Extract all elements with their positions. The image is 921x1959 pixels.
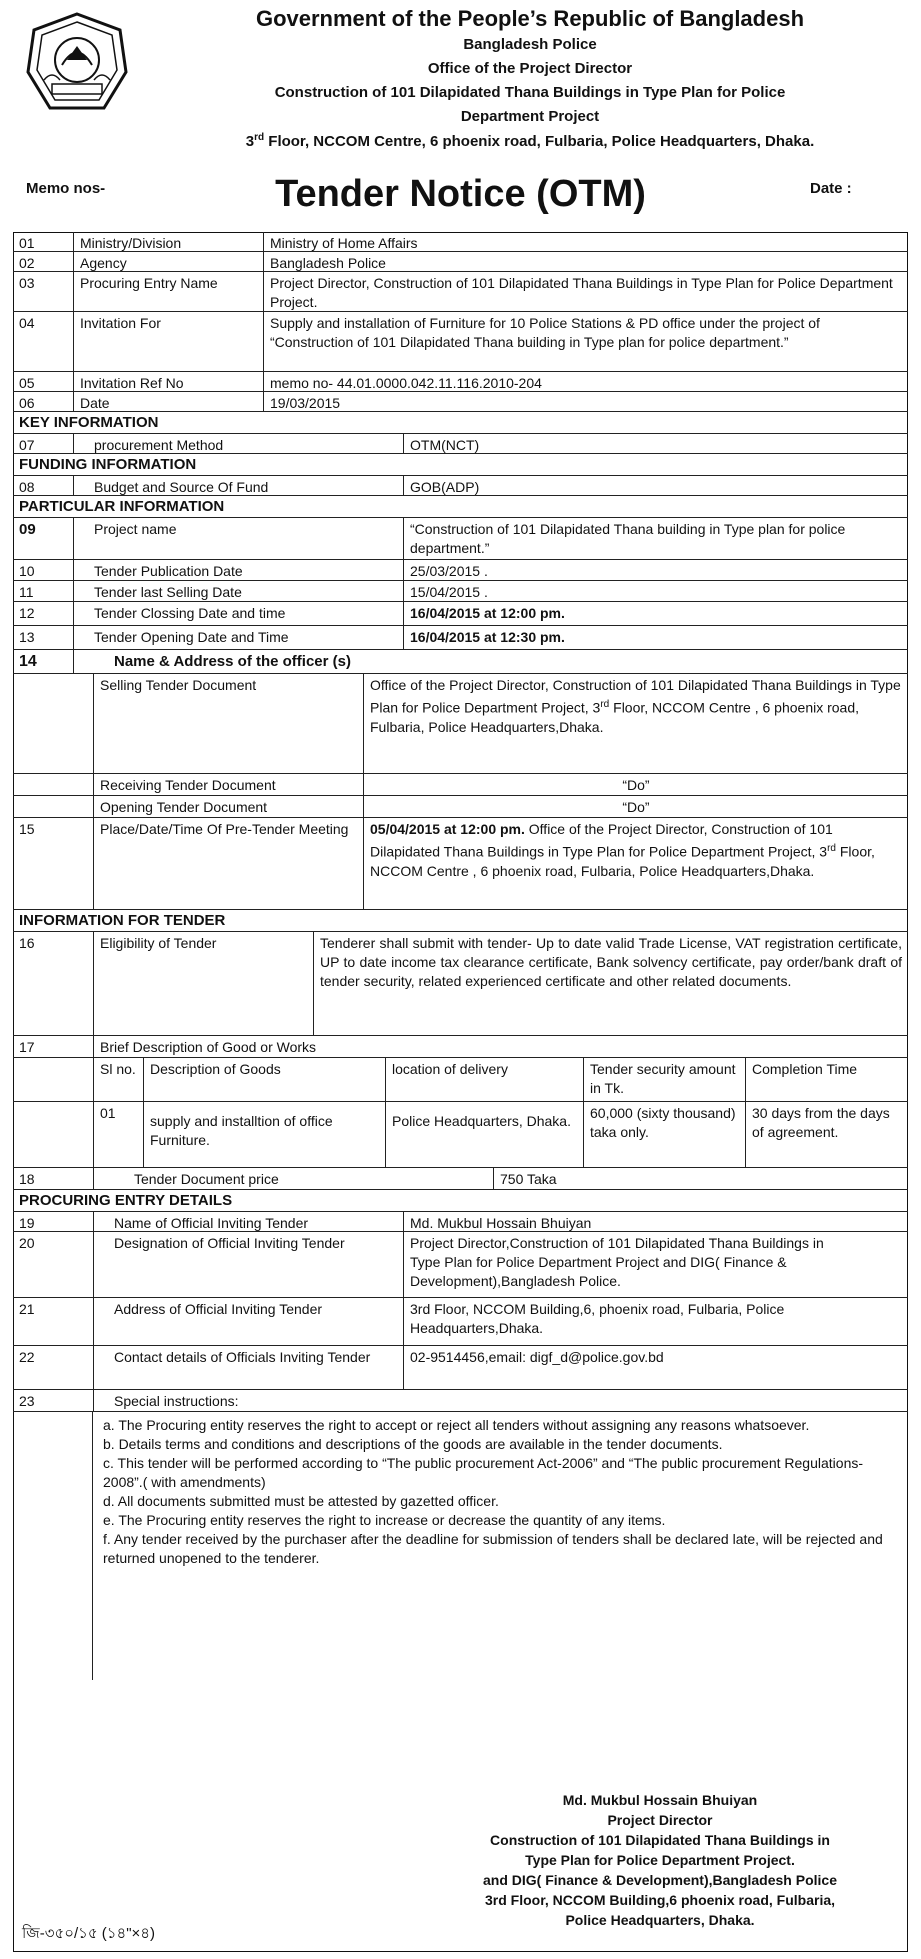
goods-spacer [13, 1102, 93, 1167]
row-value: Project Director, Construction of 101 Dilapidated Thana Buildings in Type Plan for Police Department Project. [263, 272, 908, 311]
signature-line: Type Plan for Police Department Project. [525, 1852, 795, 1868]
row-number: 15 [19, 821, 35, 837]
goods-header-location: location of delivery [385, 1058, 583, 1101]
row-heading: Name & Address of the officer (s) [73, 650, 908, 673]
header-project: Construction of 101 Dilapidated Thana Buildings in Type Plan for Police [274, 84, 786, 101]
table-row [13, 626, 908, 650]
table-row [13, 252, 908, 272]
row-number: 04 [19, 315, 35, 331]
page-title: Tender Notice (OTM) [275, 173, 646, 215]
row-value: 05/04/2015 at 12:00 pm. Office of the Project Director, Construction of 101 Dilapidated Thana Buildings in Type Plan for Police Department Project, 3rd Floor, NCCOM Centre , 6 phoenix road, Fulbaria, Police Headquarters,Dhaka. [363, 818, 908, 909]
header-address: 3rd Floor, NCCOM Centre, 6 phoenix road, Fulbaria, Police Headquarters, Dhaka. [245, 132, 815, 150]
instruction-d: d. All documents submitted must be attested by gazetted officer. [103, 1493, 499, 1509]
special-instruction-items [103, 1416, 893, 1568]
row-label: Tender last Selling Date [73, 581, 403, 601]
row-value: “Do” [363, 796, 908, 817]
row-label: Invitation For [73, 312, 263, 371]
header-project-2: Department Project [460, 108, 600, 125]
table-row [13, 1298, 908, 1346]
table-row [13, 560, 908, 581]
table-row [13, 818, 908, 910]
row-value: 25/03/2015 . [403, 560, 908, 580]
signature-line: 3rd Floor, NCCOM Building,6 phoenix road, Fulbaria, [484, 1892, 836, 1908]
table-row [13, 932, 908, 1036]
row-value: memo no- 44.01.0000.042.11.116.2010-204 [263, 372, 908, 391]
row-value: 16/04/2015 at 12:30 pm. [403, 626, 908, 649]
row-value: Office of the Project Director, Construction of 101 Dilapidated Thana Buildings in Type Plan for Police Department Project, 3rd Floor, NCCOM Centre , 6 phoenix road, Fulbaria, Police Headquarters,Dhaka. [363, 674, 908, 773]
row-value: “Construction of 101 Dilapidated Thana building in Type plan for police department.” [403, 518, 908, 559]
row-number-empty [13, 674, 93, 773]
table-row [13, 774, 908, 796]
table-row [13, 1212, 908, 1232]
signature-line: Construction of 101 Dilapidated Thana Buildings in [490, 1832, 830, 1848]
row-number: 08 [19, 479, 35, 495]
row-value: 750 Taka [493, 1168, 908, 1189]
table-row [13, 581, 908, 602]
row-value: 19/03/2015 [263, 392, 363, 411]
signature-name: Md. Mukbul Hossain Bhuiyan [562, 1792, 758, 1808]
table-row [13, 1390, 908, 1412]
row-heading: Brief Description of Good or Works [93, 1036, 908, 1057]
row-label: Receiving Tender Document [93, 774, 363, 795]
row-label: Special instructions: [93, 1390, 908, 1411]
row-value: Bangladesh Police [263, 252, 908, 271]
footer-code: জি-৩৫০/১৫ (১৪"×৪) [22, 1925, 156, 1942]
instruction-e: e. The Procuring entity reserves the right to increase or decrease the quantity of any items. [103, 1512, 666, 1528]
row-label: Name of Official Inviting Tender [93, 1212, 403, 1231]
table-row [13, 650, 908, 674]
row-label: Tender Opening Date and Time [73, 626, 403, 649]
special-spacer [13, 1412, 93, 1680]
row-label: Budget and Source Of Fund [73, 476, 403, 495]
row-label: Procuring Entry Name [73, 272, 263, 311]
row-number: 07 [19, 437, 35, 453]
table-row [13, 476, 908, 496]
table-row [13, 796, 908, 818]
instruction-c: c. This tender will be performed according to “The public procurement Act-2006” and “The public procurement Regulations-2008”.( with amendments) [103, 1455, 864, 1490]
section-procuring-entry-details: PROCURING ENTRY DETAILS [13, 1190, 908, 1212]
table-row [13, 674, 908, 774]
header [0, 0, 921, 180]
row-value: GOB(ADP) [403, 476, 908, 495]
row-label: Eligibility of Tender [93, 932, 313, 1035]
row-number: 02 [19, 255, 35, 271]
goods-header-security: Tender security amount in Tk. [583, 1058, 745, 1101]
instruction-b: b. Details terms and conditions and descriptions of the goods are available in the tender documents. [103, 1436, 723, 1452]
goods-cell-sl: 01 [93, 1102, 143, 1167]
instruction-a: a. The Procuring entity reserves the right to accept or reject all tenders without assigning any reasons whatsoever. [103, 1417, 810, 1433]
section-information-for-tender: INFORMATION FOR TENDER [13, 910, 908, 932]
header-agency: Bangladesh Police [463, 36, 597, 53]
signature-block [420, 1790, 900, 1930]
row-label: Project name [73, 518, 403, 559]
memo-label: Memo nos- [26, 180, 106, 197]
row-number: 23 [19, 1393, 35, 1409]
row-number: 16 [19, 935, 35, 951]
row-label: procurement Method [73, 434, 403, 453]
row-number: 14 [19, 653, 37, 670]
row-number: 19 [19, 1215, 35, 1231]
row-number-empty [13, 796, 93, 817]
row-label: Invitation Ref No [73, 372, 263, 391]
row-label: Selling Tender Document [93, 674, 363, 773]
row-number: 10 [19, 563, 35, 579]
row-number: 11 [19, 584, 34, 600]
row-label: Designation of Official Inviting Tender [93, 1232, 403, 1297]
goods-cell-description: supply and installtion of office Furniture. [143, 1102, 385, 1167]
goods-header-sl: Sl no. [93, 1058, 143, 1101]
row-number: 22 [19, 1349, 35, 1365]
goods-spacer [13, 1058, 93, 1101]
row-number: 21 [19, 1301, 35, 1317]
row-value: 02-9514456,email: digf_d@police.gov.bd [403, 1346, 908, 1389]
signature-line: and DIG( Finance & Development),Bangladesh Police [483, 1872, 837, 1888]
row-value: Ministry of Home Affairs [263, 232, 908, 251]
section-key-information: KEY INFORMATION [13, 412, 908, 434]
row-number: 17 [19, 1039, 35, 1055]
section-funding-information: FUNDING INFORMATION [13, 454, 908, 476]
instruction-f: f. Any tender received by the purchaser after the deadline for submission of tenders shall be declared late, will be rejected and returned unopened to the tenderer. [103, 1531, 883, 1566]
table-row [13, 1036, 908, 1058]
row-value: Tenderer shall submit with tender- Up to date valid Trade License, VAT registration certificate, UP to date income tax clearance certificate, Bank solvency certificate, pay order/bank draft of tender security, related experienced certificate and other related documents. [313, 932, 908, 1035]
table-row [13, 602, 908, 626]
row-label: Opening Tender Document [93, 796, 363, 817]
header-office: Office of the Project Director [427, 60, 633, 77]
section-particular-information: PARTICULAR INFORMATION [13, 496, 908, 518]
table-row [13, 434, 908, 454]
table-row [13, 1346, 908, 1390]
table-row [13, 272, 908, 312]
row-number: 03 [19, 275, 35, 291]
table-row [13, 518, 908, 560]
row-label: Agency [73, 252, 263, 271]
row-number: 05 [19, 375, 35, 391]
row-label: Address of Official Inviting Tender [93, 1298, 403, 1345]
row-label: Tender Clossing Date and time [73, 602, 403, 625]
goods-cell-location: Police Headquarters, Dhaka. [385, 1102, 583, 1167]
table-row [13, 1232, 908, 1298]
row-value: OTM(NCT) [403, 434, 908, 453]
table-row [13, 1168, 908, 1190]
goods-header-row [13, 1058, 908, 1102]
table-row [13, 392, 908, 412]
row-label: Place/Date/Time Of Pre-Tender Meeting [93, 818, 363, 909]
row-value: 16/04/2015 at 12:00 pm. [403, 602, 908, 625]
row-label: Contact details of Officials Inviting Tender [93, 1346, 403, 1389]
row-number: 01 [19, 235, 35, 251]
header-government: Government of the People’s Republic of Bangladesh [255, 6, 805, 31]
police-emblem-icon [22, 10, 132, 120]
goods-data-row [13, 1102, 908, 1168]
row-number: 06 [19, 395, 35, 411]
row-number-empty [13, 774, 93, 795]
row-label: Ministry/Division [73, 232, 263, 251]
table-row [13, 232, 908, 252]
row-value: Project Director,Construction of 101 Dilapidated Thana Buildings in Type Plan for Police Department Project and DIG( Finance & Development),Bangladesh Police. [403, 1232, 908, 1297]
goods-cell-security: 60,000 (sixty thousand) taka only. [583, 1102, 745, 1167]
row-value: Md. Mukbul Hossain Bhuiyan [403, 1212, 908, 1231]
row-label: Tender Document price [93, 1168, 493, 1189]
goods-header-description: Description of Goods [143, 1058, 385, 1101]
row-value: Supply and installation of Furniture for 10 Police Stations & PD office under the project of “Construction of 101 Dilapidated Thana building in Type plan for police department.” [263, 312, 908, 371]
row-number: 09 [19, 521, 36, 538]
row-number: 18 [19, 1171, 35, 1187]
goods-cell-completion: 30 days from the days of agreement. [745, 1102, 908, 1167]
signature-line: Police Headquarters, Dhaka. [565, 1912, 755, 1928]
row-number: 12 [19, 605, 35, 621]
row-value: 3rd Floor, NCCOM Building,6, phoenix road, Fulbaria, Police Headquarters,Dhaka. [403, 1298, 908, 1345]
row-number: 20 [19, 1235, 35, 1251]
row-label: Tender Publication Date [73, 560, 403, 580]
table-row [13, 372, 908, 392]
row-value: 15/04/2015 . [403, 581, 908, 601]
goods-header-completion: Completion Time [745, 1058, 908, 1101]
special-instructions [13, 1412, 908, 1680]
table-row [13, 312, 908, 372]
row-number: 13 [19, 629, 35, 645]
date-label: Date : [810, 180, 852, 197]
signature-designation: Project Director [607, 1812, 713, 1828]
row-label: Date [73, 392, 263, 411]
row-value: “Do” [363, 774, 908, 795]
